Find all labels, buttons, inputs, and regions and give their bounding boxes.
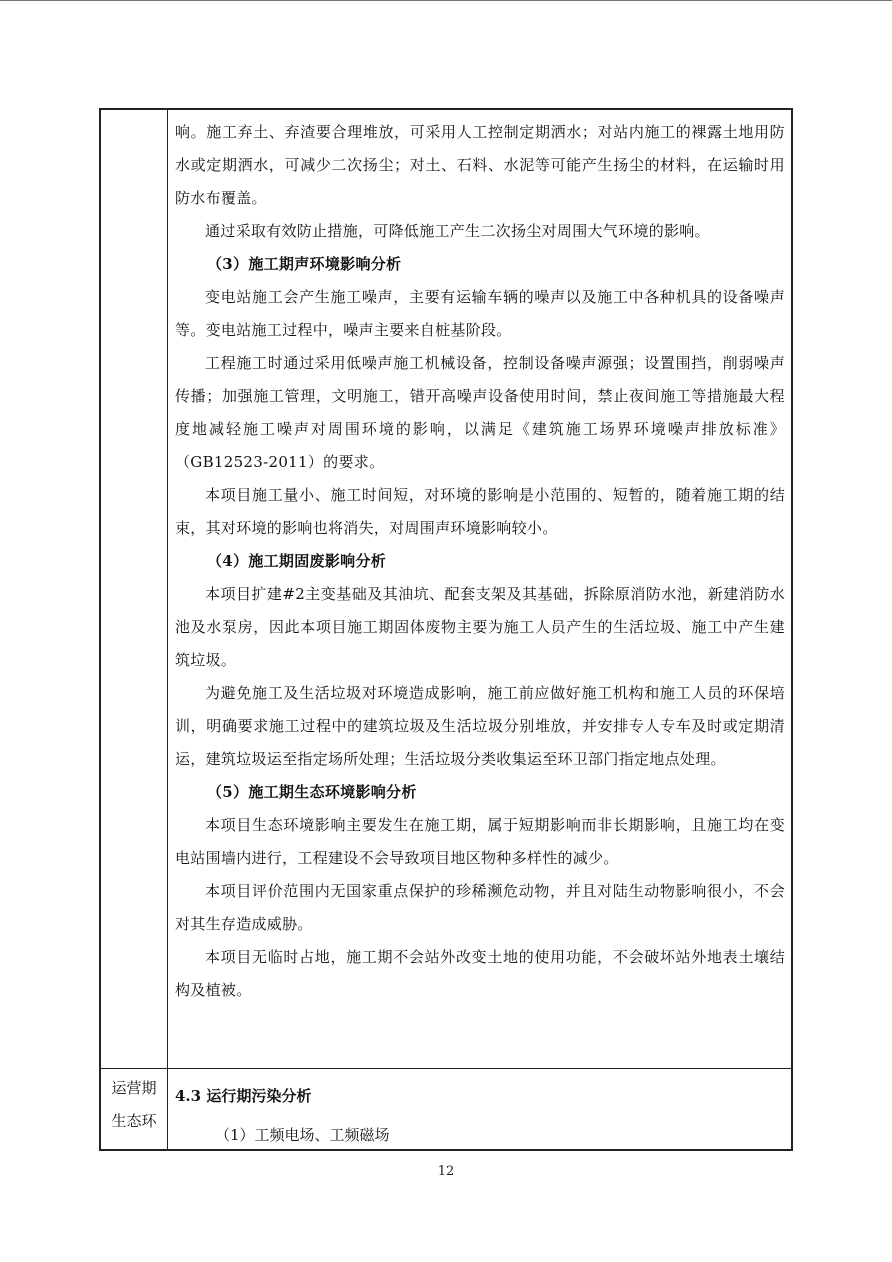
paragraph-5: 本项目施工量小、施工时间短，对环境的影响是小范围的、短暂的，随着施工期的结束，其对环境的影响也将消失，对周围声环境影响较小。 — [175, 486, 785, 537]
paragraph-1: 通过采取有效防止措施，可降低施工产生二次扬尘对周围大气环境的影响。 — [205, 222, 710, 240]
operation-section — [175, 1080, 785, 1152]
paragraph-8: 为避免施工及生活垃圾对环境造成影响，施工前应做好施工机构和施工人员的环保培训，明确要求施工过程中的建筑垃圾及生活垃圾分别堆放，并安排专人专车及时或定期清运，建筑垃圾运至指定场所处理；生活垃圾分类收集运至环卫部门指定地点处理。 — [175, 684, 785, 768]
heading-solid-waste: （4）施工期固废影响分析 — [207, 552, 387, 570]
paragraph-0: 响。施工弃土、弃渣要合理堆放，可采用人工控制定期洒水；对站内施工的裸露土地用防水或定期洒水，可减少二次扬尘；对土、石料、水泥等可能产生扬尘的材料，在运输时用防水布覆盖。 — [175, 123, 785, 207]
construction-impact-content — [175, 116, 785, 1007]
side-label-line-2: 生态环 — [111, 1112, 157, 1130]
heading-ecology: （5）施工期生态环境影响分析 — [207, 783, 417, 801]
paragraph-10: 本项目生态环境影响主要发生在施工期，属于短期影响而非长期影响，且施工均在变电站围墙内进行，工程建设不会导致项目地区物种多样性的减少。 — [175, 816, 785, 867]
side-label-line-1: 运营期 — [111, 1079, 157, 1097]
paragraph-7: 本项目扩建#2主变基础及其油坑、配套支架及其基础，拆除原消防水池，新建消防水池及水泵房，因此本项目施工期固体废物主要为施工人员产生的生活垃圾、施工中产生建筑垃圾。 — [175, 585, 785, 669]
paragraph-3: 变电站施工会产生施工噪声，主要有运输车辆的噪声以及施工中各种机具的设备噪声等。变电站施工过程中，噪声主要来自桩基阶段。 — [175, 288, 785, 339]
subsection-title: （1）工频电场、工频磁场 — [215, 1126, 390, 1144]
paragraph-4: 工程施工时通过采用低噪声施工机械设备，控制设备噪声源强；设置围挡，削弱噪声传播；加强施工管理，文明施工，错开高噪声设备使用时间，禁止夜间施工等措施最大程度地减轻施工噪声对周围环境的影响，以满足《建筑施工场界环境噪声排放标准》（GB12523-2011）的要求。 — [175, 354, 785, 471]
header-rule — [0, 0, 892, 1]
side-label-operation — [101, 1072, 167, 1138]
paragraph-12: 本项目无临时占地，施工期不会站外改变土地的使用功能，不会破坏站外地表土壤结构及植被。 — [175, 948, 785, 999]
row-divider — [101, 1068, 791, 1069]
section-title: 4.3 运行期污染分析 — [175, 1087, 312, 1105]
heading-noise: （3）施工期声环境影响分析 — [207, 255, 402, 273]
document-table — [99, 108, 793, 1151]
page-number: 12 — [437, 1164, 455, 1179]
paragraph-11: 本项目评价范围内无国家重点保护的珍稀濒危动物，并且对陆生动物影响很小，不会对其生存造成威胁。 — [175, 882, 785, 933]
column-divider — [167, 110, 168, 1149]
